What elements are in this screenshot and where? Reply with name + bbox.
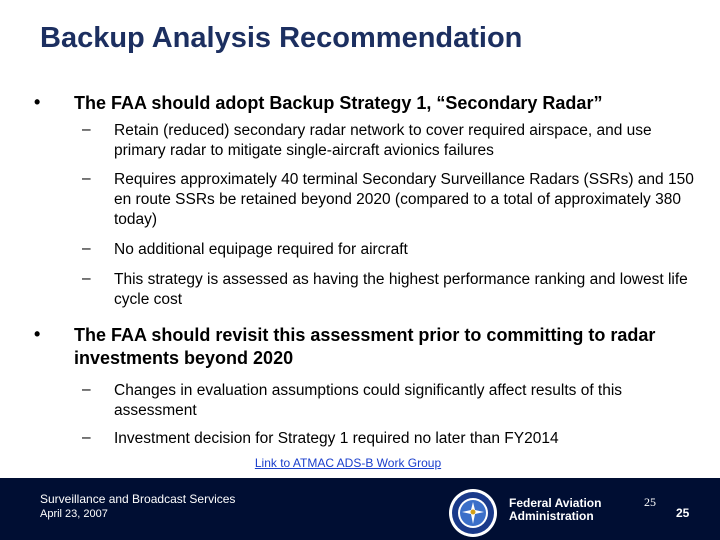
page-number: 25 [676, 506, 690, 520]
sub-bullet-2-1: Changes in evaluation assumptions could significantly affect results of this assessment [114, 382, 623, 419]
bullet-dot-1: • [34, 92, 41, 112]
atmac-link[interactable]: Link to ATMAC ADS-B Work Group [254, 456, 442, 470]
footer-program-name: Surveillance and Broadcast Services [40, 492, 236, 506]
bullet-2: The FAA should revisit this assessment prior to committing to radar investments beyond 2020 [74, 325, 656, 368]
agency-name [509, 497, 619, 523]
sub-bullet-2-2: Investment decision for Strategy 1 required no later than FY2014 [114, 430, 559, 447]
agency-line-2: Administration [509, 509, 594, 523]
sub-bullet-1-1: Retain (reduced) secondary radar network to cover required airspace, and use primary radar to mitigate single-aircraft avionics failures [114, 122, 652, 159]
footer-bar [0, 478, 720, 540]
faa-seal-icon [448, 488, 498, 538]
dash-2-2: – [82, 429, 91, 446]
dash-1-3: – [82, 240, 91, 257]
bullet-1: The FAA should adopt Backup Strategy 1, “Secondary Radar” [74, 93, 603, 113]
dash-1-2: – [82, 170, 91, 187]
sub-bullet-1-3: No additional equipage required for aircraft [114, 241, 408, 258]
dash-2-1: – [82, 381, 91, 398]
agency-line-1: Federal Aviation [509, 496, 602, 510]
page-number-small: 25 [644, 495, 656, 509]
dash-1-1: – [82, 121, 91, 138]
sub-bullet-1-4: This strategy is assessed as having the highest performance ranking and lowest life cycle cost [114, 271, 688, 308]
footer-date: April 23, 2007 [40, 508, 108, 520]
bullet-dot-2: • [34, 324, 41, 344]
dash-1-4: – [82, 270, 91, 287]
sub-bullet-1-2: Requires approximately 40 terminal Secondary Surveillance Radars (SSRs) and 150 en route SSRs be retained beyond 2020 (compared to a total of approximately 380 today) [114, 171, 694, 228]
slide-title: Backup Analysis Recommendation [40, 22, 523, 54]
